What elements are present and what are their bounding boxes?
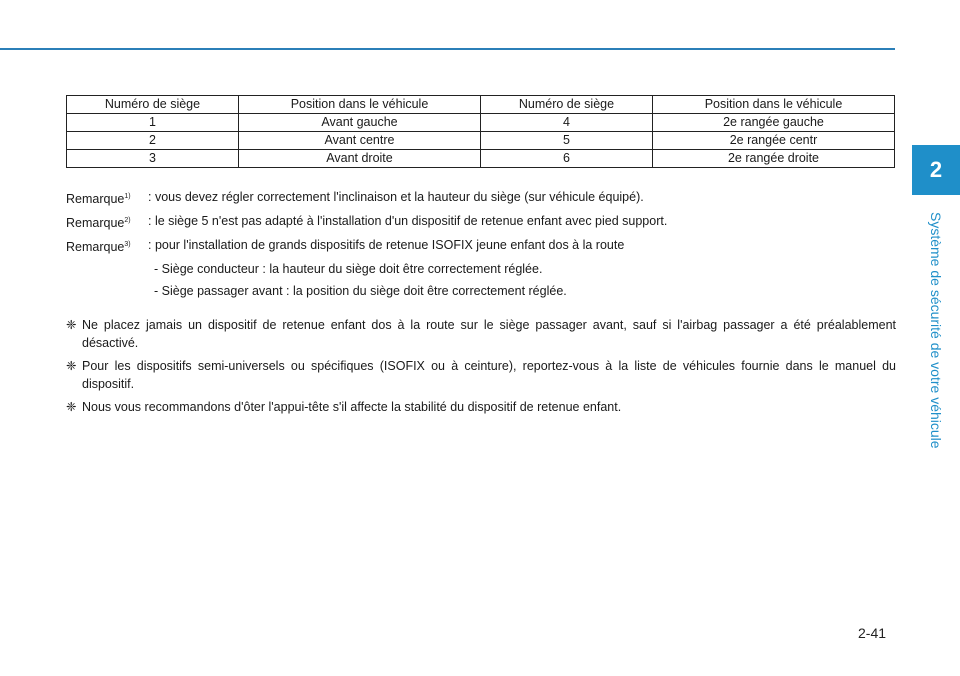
note-marker-icon: ❈: [66, 400, 77, 414]
table-cell: 5: [480, 132, 652, 150]
table-cell: 2: [67, 132, 239, 150]
remark-2: [66, 210, 896, 234]
note-item: [66, 316, 896, 352]
header-rule: [0, 48, 895, 50]
remark-superscript: 2): [124, 217, 131, 224]
note-item: [66, 357, 896, 393]
table-cell: 4: [480, 114, 652, 132]
table-row: [67, 114, 895, 132]
chapter-title-container: [912, 200, 960, 460]
table-cell: 2e rangée gauche: [652, 114, 894, 132]
chapter-number: 2: [929, 157, 943, 182]
header-seat-number-1: Numéro de siège: [67, 96, 239, 114]
chapter-tab[interactable]: [912, 145, 960, 195]
table-cell: 2e rangée centr: [652, 132, 894, 150]
table-cell: 1: [67, 114, 239, 132]
table-row: [67, 132, 895, 150]
note-marker-icon: ❈: [66, 359, 77, 373]
table-cell: 2e rangée droite: [652, 150, 894, 168]
page-number: 2-41: [858, 625, 887, 641]
remark-3: [66, 234, 896, 258]
remark-label: Remarque: [66, 192, 125, 206]
header-position-2: Position dans le véhicule: [652, 96, 894, 114]
table-cell: Avant centre: [239, 132, 481, 150]
remark-text: : vous devez régler correctement l'inclinaison et la hauteur du siège (sur véhicule équipé).: [148, 190, 644, 204]
table-cell: 6: [480, 150, 652, 168]
remark-superscript: 1): [124, 193, 131, 200]
chapter-title: Système de sécurité de votre véhicule: [928, 211, 944, 449]
remark-1: [66, 186, 896, 210]
remark-subitem: - Siège passager avant : la position du siège doit être correctement réglée.: [154, 284, 567, 298]
header-seat-number-2: Numéro de siège: [480, 96, 652, 114]
table-cell: 3: [67, 150, 239, 168]
seat-position-table: [66, 95, 895, 168]
table-cell: Avant droite: [239, 150, 481, 168]
note-text: Pour les dispositifs semi-universels ou spécifiques (ISOFIX ou à ceinture), reportez-vous à la liste de véhicules fournie dans le manuel du dispositif.: [82, 359, 896, 391]
remark-label: Remarque: [66, 216, 125, 230]
note-text: Ne placez jamais un dispositif de retenue enfant dos à la route sur le siège passager avant, sauf si l'airbag passager a été préalablement désactivé.: [82, 318, 896, 350]
remark-label: Remarque: [66, 240, 125, 254]
note-item: [66, 398, 896, 416]
remark-text: : pour l'installation de grands dispositifs de retenue ISOFIX jeune enfant dos à la route: [148, 238, 625, 252]
note-marker-icon: ❈: [66, 318, 77, 332]
table-header-row: [67, 96, 895, 114]
note-text: Nous vous recommandons d'ôter l'appui-tête s'il affecte la stabilité du dispositif de retenue enfant.: [82, 400, 622, 414]
table-cell: Avant gauche: [239, 114, 481, 132]
notes-block: [66, 316, 896, 421]
table-row: [67, 150, 895, 168]
remark-text: : le siège 5 n'est pas adapté à l'installation d'un dispositif de retenue enfant avec pied support.: [148, 214, 668, 228]
remark-subitem: - Siège conducteur : la hauteur du siège doit être correctement réglée.: [154, 262, 543, 276]
remarks-block: [66, 186, 896, 302]
header-position-1: Position dans le véhicule: [239, 96, 481, 114]
remark-superscript: 3): [124, 241, 131, 248]
